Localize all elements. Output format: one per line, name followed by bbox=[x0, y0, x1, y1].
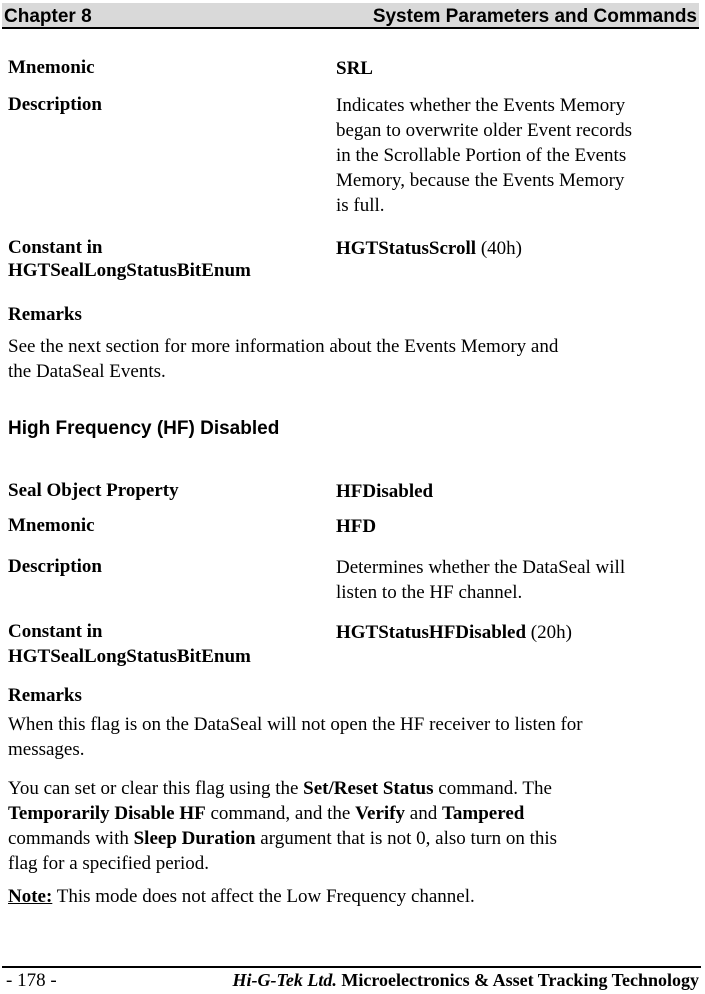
constant-label-line: Constant in bbox=[8, 237, 103, 258]
mnemonic-value: HFD bbox=[336, 516, 377, 537]
command-name: Temporarily Disable HF bbox=[8, 803, 206, 824]
paragraph-line bbox=[8, 776, 703, 801]
constant-value bbox=[336, 236, 698, 261]
note-paragraph bbox=[8, 884, 703, 909]
description-line: listen to the HF channel. bbox=[336, 582, 523, 603]
argument-name: Sleep Duration bbox=[133, 828, 256, 849]
constant-label bbox=[8, 620, 251, 668]
description-line: is full. bbox=[336, 195, 385, 216]
paragraph-line bbox=[8, 826, 703, 851]
remarks-heading: Remarks bbox=[8, 304, 82, 325]
description-value bbox=[336, 555, 698, 605]
page-header bbox=[0, 0, 705, 31]
description-line: Indicates whether the Events Memory bbox=[336, 95, 626, 116]
chapter-label: Chapter 8 bbox=[4, 6, 92, 27]
text-run: You can set or clear this flag using the bbox=[8, 778, 304, 799]
company-name: Hi-G-Tek Ltd. bbox=[232, 970, 337, 990]
text-run: command, and the bbox=[205, 803, 356, 824]
paragraph-line: flag for a specified period. bbox=[8, 853, 209, 874]
constant-value bbox=[336, 620, 698, 645]
constant-label-line: HGTSealLongStatusBitEnum bbox=[8, 646, 251, 667]
property-label: Seal Object Property bbox=[8, 480, 179, 501]
remarks-line: the DataSeal Events. bbox=[8, 361, 166, 382]
constant-name: HGTStatusScroll bbox=[336, 238, 477, 259]
remarks-line: See the next section for more information about the Events Memory and bbox=[8, 336, 559, 357]
description-label: Description bbox=[8, 94, 102, 115]
footer-company bbox=[233, 970, 699, 991]
command-name: Set/Reset Status bbox=[303, 778, 434, 799]
property-value: HFDisabled bbox=[336, 481, 434, 502]
remarks-paragraph bbox=[8, 712, 703, 762]
command-name: Verify bbox=[355, 803, 406, 824]
text-run: commands with bbox=[8, 828, 134, 849]
constant-code: (20h) bbox=[526, 622, 572, 643]
page-number: - 178 - bbox=[6, 970, 57, 991]
constant-code: (40h) bbox=[476, 238, 522, 259]
constant-name: HGTStatusHFDisabled bbox=[336, 622, 527, 643]
paragraph-line bbox=[8, 801, 703, 826]
remarks-line: messages. bbox=[8, 739, 85, 760]
mnemonic-label: Mnemonic bbox=[8, 515, 95, 536]
constant-label-line: HGTSealLongStatusBitEnum bbox=[8, 260, 251, 281]
note-label: Note: bbox=[8, 886, 53, 907]
remarks-paragraph bbox=[8, 334, 703, 384]
description-line: Determines whether the DataSeal will bbox=[336, 557, 626, 578]
mnemonic-value: SRL bbox=[336, 58, 373, 79]
note-text: This mode does not affect the Low Frequency channel. bbox=[52, 886, 475, 907]
company-tagline: Microelectronics & Asset Tracking Technology bbox=[336, 970, 699, 990]
text-run: command. The bbox=[433, 778, 552, 799]
set-clear-paragraph bbox=[8, 776, 703, 876]
text-run: argument that is not 0, also turn on this bbox=[255, 828, 558, 849]
remarks-line: When this flag is on the DataSeal will not open the HF receiver to listen for bbox=[8, 714, 583, 735]
hf-section-title: High Frequency (HF) Disabled bbox=[8, 418, 280, 439]
description-label: Description bbox=[8, 556, 102, 577]
description-line: in the Scrollable Portion of the Events bbox=[336, 145, 627, 166]
description-value bbox=[336, 93, 698, 218]
constant-label-line: Constant in bbox=[8, 621, 103, 642]
mnemonic-label: Mnemonic bbox=[8, 57, 95, 78]
description-line: Memory, because the Events Memory bbox=[336, 170, 625, 191]
section-title: System Parameters and Commands bbox=[372, 6, 697, 27]
description-line: began to overwrite older Event records bbox=[336, 120, 632, 141]
remarks-heading: Remarks bbox=[8, 685, 82, 706]
command-name: Tampered bbox=[441, 803, 525, 824]
text-run: and bbox=[405, 803, 442, 824]
page-footer bbox=[0, 960, 705, 994]
footer-rule bbox=[2, 966, 701, 968]
constant-label bbox=[8, 236, 251, 282]
